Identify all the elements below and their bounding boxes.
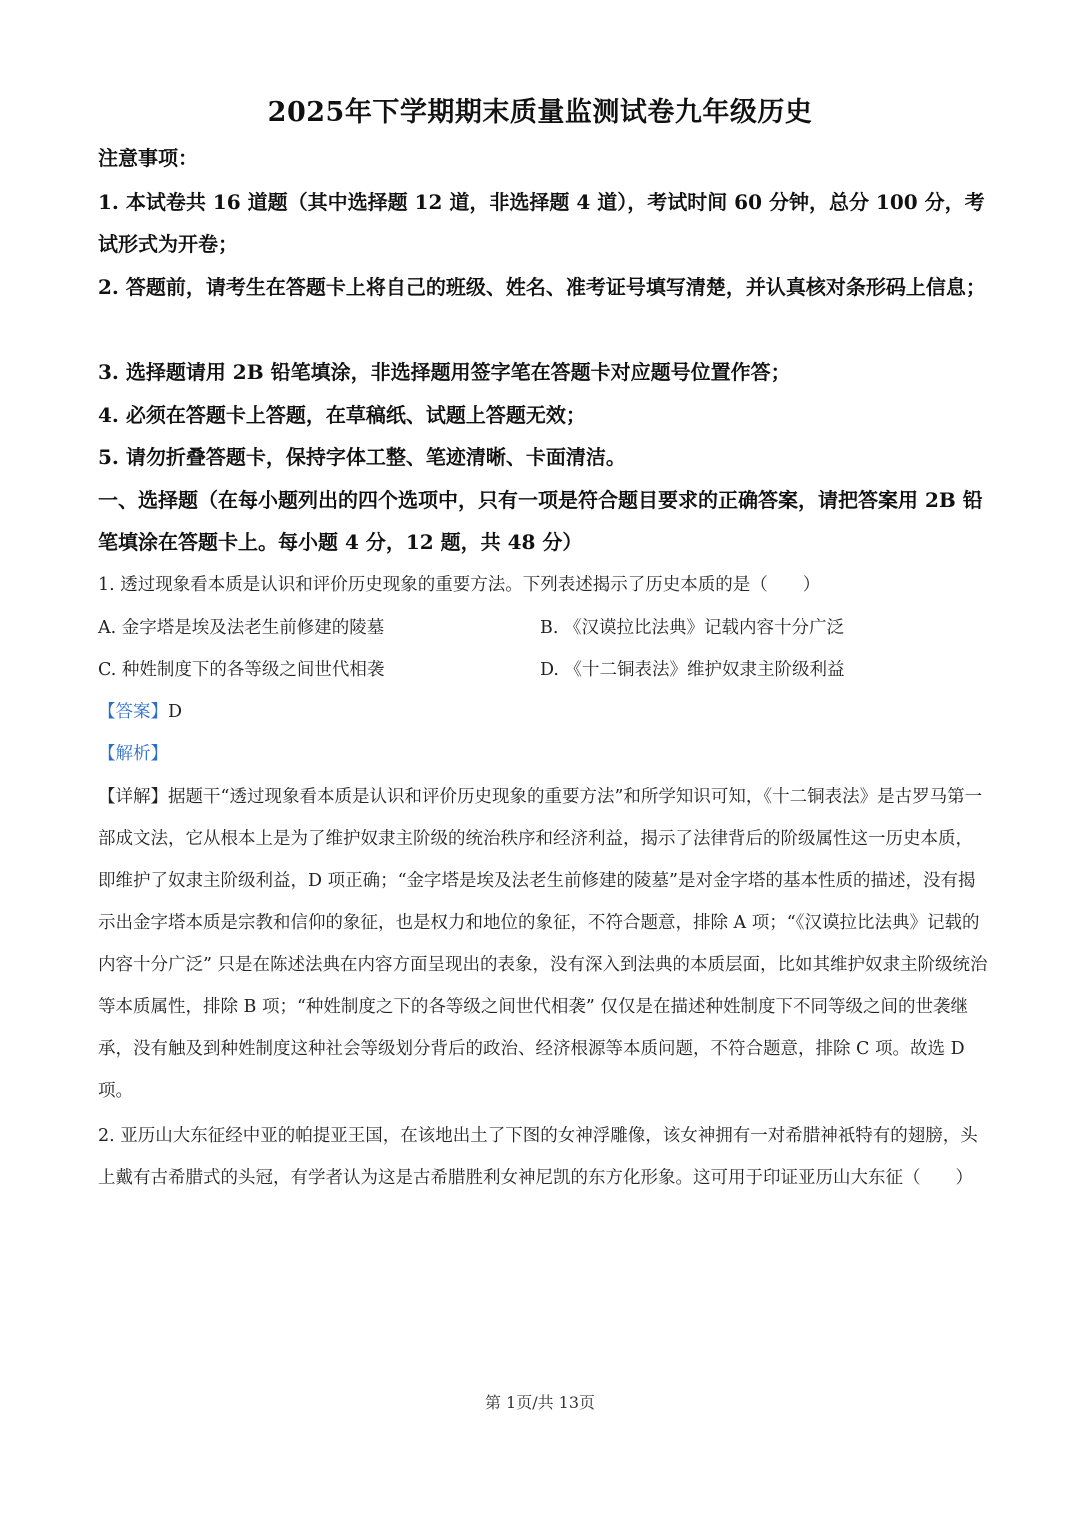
question-1-option-d: D. 《十二铜表法》维护奴隶主阶级利益 — [540, 660, 845, 680]
question-1-option-c: C. 种姓制度下的各等级之间世代相袭 — [98, 660, 385, 680]
notice-item-4: 4. 必须在答题卡上答题，在草稿纸、试题上答题无效； — [98, 403, 586, 427]
answer-label: 【答案】 — [98, 702, 168, 722]
question-1-detail — [98, 776, 988, 1112]
page-number: 第 1页/共 13页 — [484, 1393, 596, 1412]
page-title: 2025年下学期期末质量监测试卷九年级历史 — [267, 97, 813, 128]
analysis-label: 【解析】 — [98, 744, 168, 764]
notice-item-1: 1. 本试卷共 16 道题（其中选择题 12 道，非选择题 4 道），考试时间 60 分钟，总分 100 分，考试形式为开卷； — [98, 190, 985, 256]
notice-heading: 注意事项： — [98, 146, 198, 170]
answer-value: D — [168, 702, 183, 722]
question-2-stem: 2. 亚历山大东征经中亚的帕提亚王国，在该地出土了下图的女神浮雕像，该女神拥有一对希腊神祇特有的翅膀，头上戴有古希腊式的头冠，有学者认为这是古希腊胜利女神尼凯的东方化形象。这可用于印证亚历山大东征（ ） — [98, 1126, 978, 1188]
detail-label: 【详解】 — [98, 787, 168, 807]
notice-item-5: 5. 请勿折叠答题卡，保持字体工整、笔迹清晰、卡面清洁。 — [98, 445, 626, 469]
notice-item-3: 3. 选择题请用 2B 铅笔填涂，非选择题用签字笔在答题卡对应题号位置作答； — [98, 360, 791, 384]
notice-item-2: 2. 答题前，请考生在答题卡上将自己的班级、姓名、准考证号填写清楚，并认真核对条形码上信息； — [98, 275, 986, 299]
question-1-stem: 1. 透过现象看本质是认识和评价历史现象的重要方法。下列表述揭示了历史本质的是（ ） — [98, 575, 821, 595]
section-heading: 一、选择题（在每小题列出的四个选项中，只有一项是符合题目要求的正确答案，请把答案用 2B 铅笔填涂在答题卡上。每小题 4 分，12 题，共 48 分） — [98, 488, 983, 554]
question-1-answer — [98, 691, 988, 733]
question-1-option-a: A. 金字塔是埃及法老生前修建的陵墓 — [98, 618, 385, 638]
question-1-option-b: B. 《汉谟拉比法典》记载内容十分广泛 — [540, 618, 844, 638]
detail-text: 据题干“透过现象看本质是认识和评价历史现象的重要方法”和所学知识可知，《十二铜表法》是古罗马第一部成文法，它从根本上是为了维护奴隶主阶级的统治秩序和经济利益，揭示了法律背后的阶级属性这一历史本质，即维护了奴隶主阶级利益，D 项正确；“金字塔是埃及法老生前修建的陵墓”是对金字塔的基本性质的描述，没有揭示出金字塔本质是宗教和信仰的象征，也是权力和地位的象征，不符合题意，排除 A 项；“《汉谟拉比法典》记载的内容十分广泛” 只是在陈述法典在内容方面呈现出的表象，没有深入到法典的本质层面，比如其维护奴隶主阶级统治等本质属性，排除 B 项；“种姓制度之下的各等级之间世代相袭” 仅仅是在描述种姓制度下不同等级之间的世袭继承，没有触及到种姓制度这种社会等级划分背后的政治、经济根源等本质问题，不符合题意，排除 C 项。故选 D 项。 — [98, 787, 988, 1101]
